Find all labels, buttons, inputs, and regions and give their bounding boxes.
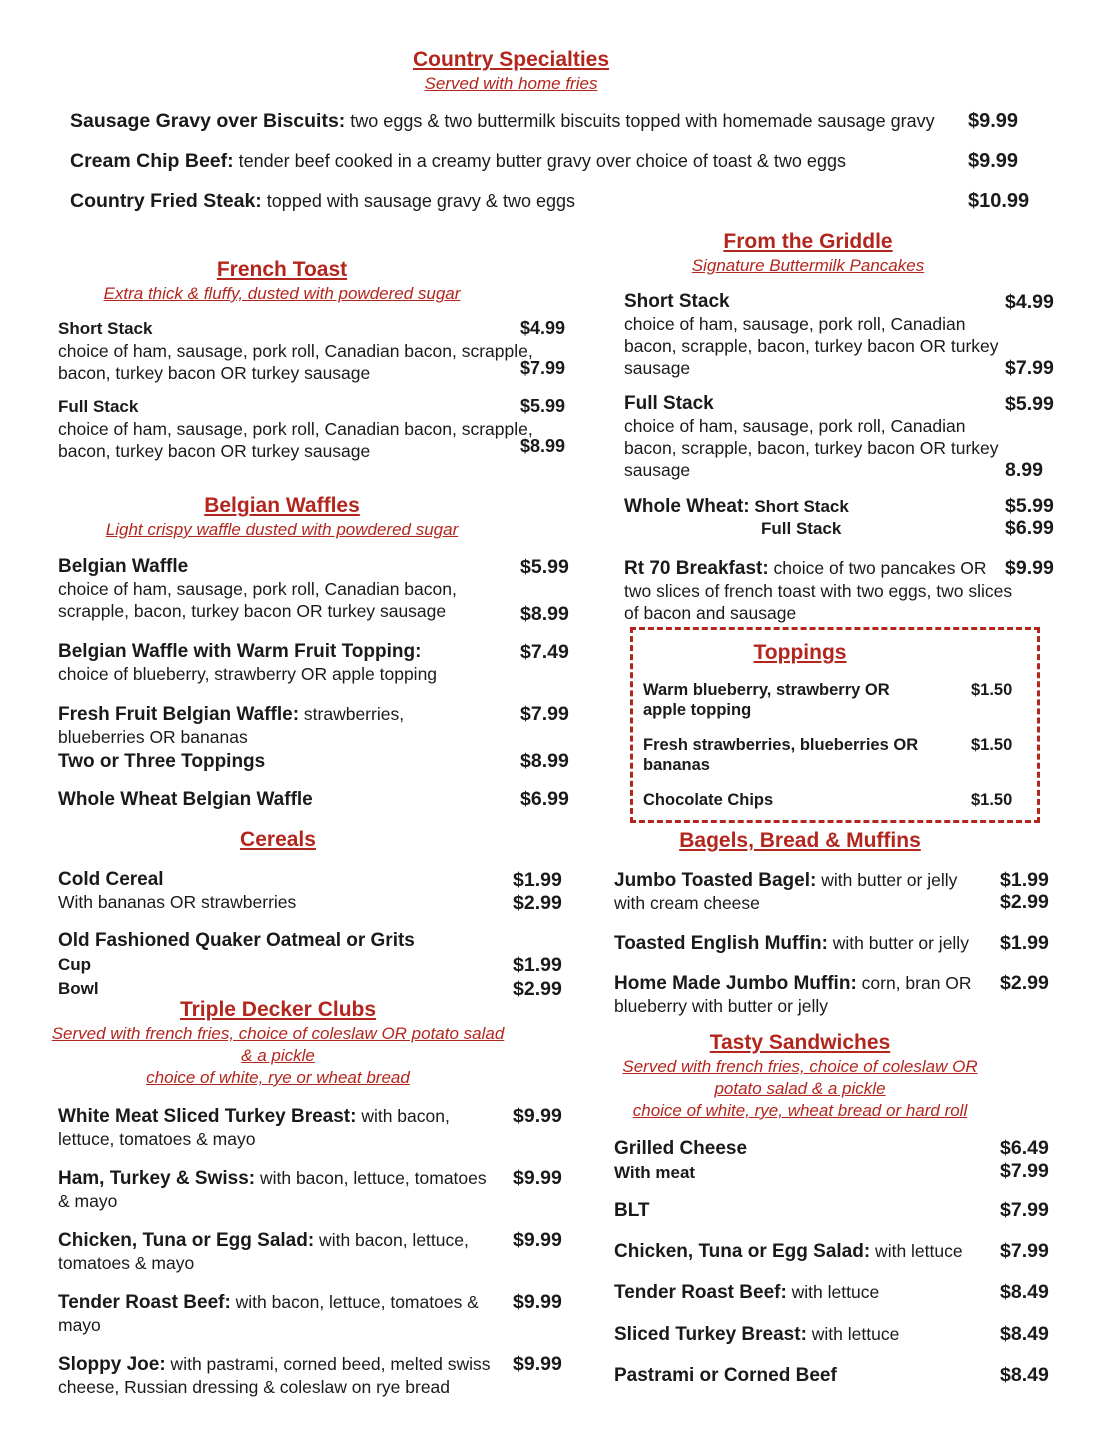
topping-price: $1.50 — [971, 736, 1013, 754]
topping-price: $1.50 — [971, 791, 1013, 809]
country-specialties-subtitle: Served with home fries — [424, 74, 598, 93]
menu-item: Whole Wheat Belgian Waffle — [58, 789, 313, 810]
menu-item: BLT — [614, 1200, 650, 1221]
griddle-subtitle: Signature Buttermilk Pancakes — [691, 256, 925, 275]
item-price: $8.49 — [1000, 1323, 1049, 1345]
menu-item: Sloppy Joe: with pastrami, corned beed, melted swiss cheese, Russian dressing & coleslaw on rye bread — [58, 1354, 491, 1397]
item-price: $10.99 — [968, 190, 1030, 212]
item-price: $7.99 — [1000, 1240, 1049, 1262]
topping-price: $1.50 — [971, 681, 1013, 699]
item-price: $1.99 — [1000, 932, 1049, 954]
item-price: $1.99 — [1000, 869, 1049, 891]
menu-item: Pastrami or Corned Beef — [614, 1365, 837, 1386]
clubs-subtitle: & a pickle — [241, 1046, 315, 1065]
item-price: $8.99 — [520, 603, 569, 625]
menu-item: Sausage Gravy over Biscuits: two eggs & two buttermilk biscuits topped with homemade sausage gravy — [70, 110, 935, 132]
french-toast-title: French Toast — [216, 258, 348, 281]
item-price: $2.99 — [1000, 972, 1049, 994]
item-price: $5.99 — [1005, 495, 1054, 517]
item-price: $9.99 — [1005, 557, 1054, 579]
item-price: $9.99 — [968, 150, 1019, 172]
menu-item: Short Stack choice of ham, sausage, pork roll, Canadian bacon, scrapple, bacon, turkey bacon OR turkey sausage — [58, 319, 533, 383]
item-price: $5.99 — [520, 396, 566, 416]
bagels-title: Bagels, Bread & Muffins — [679, 829, 921, 852]
item-price: $9.99 — [513, 1353, 562, 1375]
topping-item: Chocolate Chips — [643, 791, 774, 809]
item-price: $1.99 — [513, 869, 562, 891]
item-price: $7.99 — [1005, 357, 1054, 379]
item-price: $8.49 — [1000, 1281, 1049, 1303]
item-price: $9.99 — [513, 1291, 562, 1313]
cereals-title: Cereals — [240, 828, 316, 851]
menu-item: White Meat Sliced Turkey Breast: with bacon, lettuce, tomatoes & mayo — [58, 1106, 450, 1149]
menu-item: Full Stack choice of ham, sausage, pork roll, Canadian bacon, scrapple, bacon, turkey bacon OR turkey sausage — [624, 393, 999, 480]
menu-item: Short Stack choice of ham, sausage, pork roll, Canadian bacon, scrapple, bacon, turkey bacon OR turkey sausage — [624, 291, 999, 378]
menu-item: With meat — [614, 1163, 696, 1182]
item-price: 8.99 — [1005, 459, 1043, 481]
menu-item: Home Made Jumbo Muffin: corn, bran OR blueberry with butter or jelly — [614, 973, 972, 1016]
menu-item: Two or Three Toppings — [58, 751, 266, 772]
menu-item: Cream Chip Beef: tender beef cooked in a creamy butter gravy over choice of toast & two eggs — [70, 150, 846, 172]
french-toast-subtitle: Extra thick & fluffy, dusted with powdered sugar — [103, 284, 461, 303]
menu-item: Sliced Turkey Breast: with lettuce — [614, 1324, 900, 1345]
item-price: $9.99 — [513, 1229, 562, 1251]
item-price: $7.99 — [1000, 1199, 1049, 1221]
menu-item: Old Fashioned Quaker Oatmeal or Grits Cup Bowl — [58, 930, 415, 998]
clubs-subtitle: Served with french fries, choice of coleslaw OR potato salad — [51, 1024, 505, 1043]
sandwiches-subtitle: potato salad & a pickle — [714, 1079, 886, 1098]
item-price: $9.99 — [968, 110, 1019, 132]
item-price: $8.49 — [1000, 1364, 1049, 1386]
item-price: $1.99 — [513, 954, 562, 976]
item-price: $6.99 — [1005, 517, 1054, 539]
item-price: $9.99 — [513, 1105, 562, 1127]
topping-item: Fresh strawberries, blueberries OR bananas — [643, 736, 919, 774]
menu-item: Grilled Cheese — [614, 1138, 748, 1159]
item-price: $5.99 — [520, 556, 569, 578]
item-price: $2.99 — [513, 978, 562, 1000]
item-price: $7.99 — [520, 703, 569, 725]
item-price: $8.99 — [520, 750, 569, 772]
menu-item: Cold Cereal With bananas OR strawberries — [58, 869, 297, 912]
menu-item: Whole Wheat: Short Stack Full Stack — [624, 496, 849, 538]
sandwiches-subtitle: Served with french fries, choice of coleslaw OR — [622, 1057, 978, 1076]
sandwiches-subtitle: choice of white, rye, wheat bread or hard roll — [632, 1101, 968, 1120]
menu-item: Tender Roast Beef: with lettuce — [614, 1282, 880, 1303]
menu-item: Ham, Turkey & Swiss: with bacon, lettuce, tomatoes & mayo — [58, 1168, 487, 1211]
menu-item: Rt 70 Breakfast: choice of two pancakes OR two slices of french toast with two eggs, two slices of bacon and sausage — [624, 558, 1013, 623]
clubs-subtitle: choice of white, rye or wheat bread — [146, 1068, 410, 1087]
menu-item: Belgian Waffle choice of ham, sausage, pork roll, Canadian bacon, scrapple, bacon, turkey bacon OR turkey sausage — [58, 556, 457, 621]
menu-item: Chicken, Tuna or Egg Salad: with bacon, lettuce, tomatoes & mayo — [58, 1230, 469, 1273]
item-price: $9.99 — [513, 1167, 562, 1189]
topping-item: Warm blueberry, strawberry OR apple topping — [643, 681, 890, 719]
menu-item: Jumbo Toasted Bagel: with butter or jelly with cream cheese — [614, 870, 958, 913]
belgian-waffles-title: Belgian Waffles — [204, 494, 360, 517]
griddle-title: From the Griddle — [723, 230, 893, 253]
item-price: $7.99 — [1000, 1160, 1049, 1182]
menu-item: Country Fried Steak: topped with sausage gravy & two eggs — [70, 190, 575, 212]
country-specialties-title: Country Specialties — [412, 48, 610, 71]
item-price: $8.99 — [520, 436, 566, 456]
item-price: $4.99 — [520, 318, 566, 338]
item-price: $4.99 — [1005, 291, 1054, 313]
belgian-waffles-subtitle: Light crispy waffle dusted with powdered sugar — [105, 520, 459, 539]
menu-item: Fresh Fruit Belgian Waffle: strawberries, blueberries OR bananas — [58, 704, 405, 747]
sandwiches-title: Tasty Sandwiches — [709, 1031, 891, 1054]
toppings-title: Toppings — [753, 641, 847, 664]
item-price: $2.99 — [513, 892, 562, 914]
menu-item: Chicken, Tuna or Egg Salad: with lettuce — [614, 1241, 963, 1262]
menu-item: Full Stack choice of ham, sausage, pork roll, Canadian bacon, scrapple, bacon, turkey bacon OR turkey sausage — [58, 397, 533, 461]
menu-item: Toasted English Muffin: with butter or jelly — [614, 933, 969, 954]
item-price: $5.99 — [1005, 393, 1054, 415]
clubs-title: Triple Decker Clubs — [179, 998, 377, 1021]
menu-item: Tender Roast Beef: with bacon, lettuce, tomatoes & mayo — [58, 1292, 479, 1335]
item-price: $6.49 — [1000, 1137, 1049, 1159]
item-price: $7.49 — [520, 641, 569, 663]
item-price: $2.99 — [1000, 891, 1049, 913]
menu-item: Belgian Waffle with Warm Fruit Topping: choice of blueberry, strawberry OR apple topping — [58, 641, 438, 684]
item-price: $7.99 — [520, 358, 566, 378]
item-price: $6.99 — [520, 788, 569, 810]
